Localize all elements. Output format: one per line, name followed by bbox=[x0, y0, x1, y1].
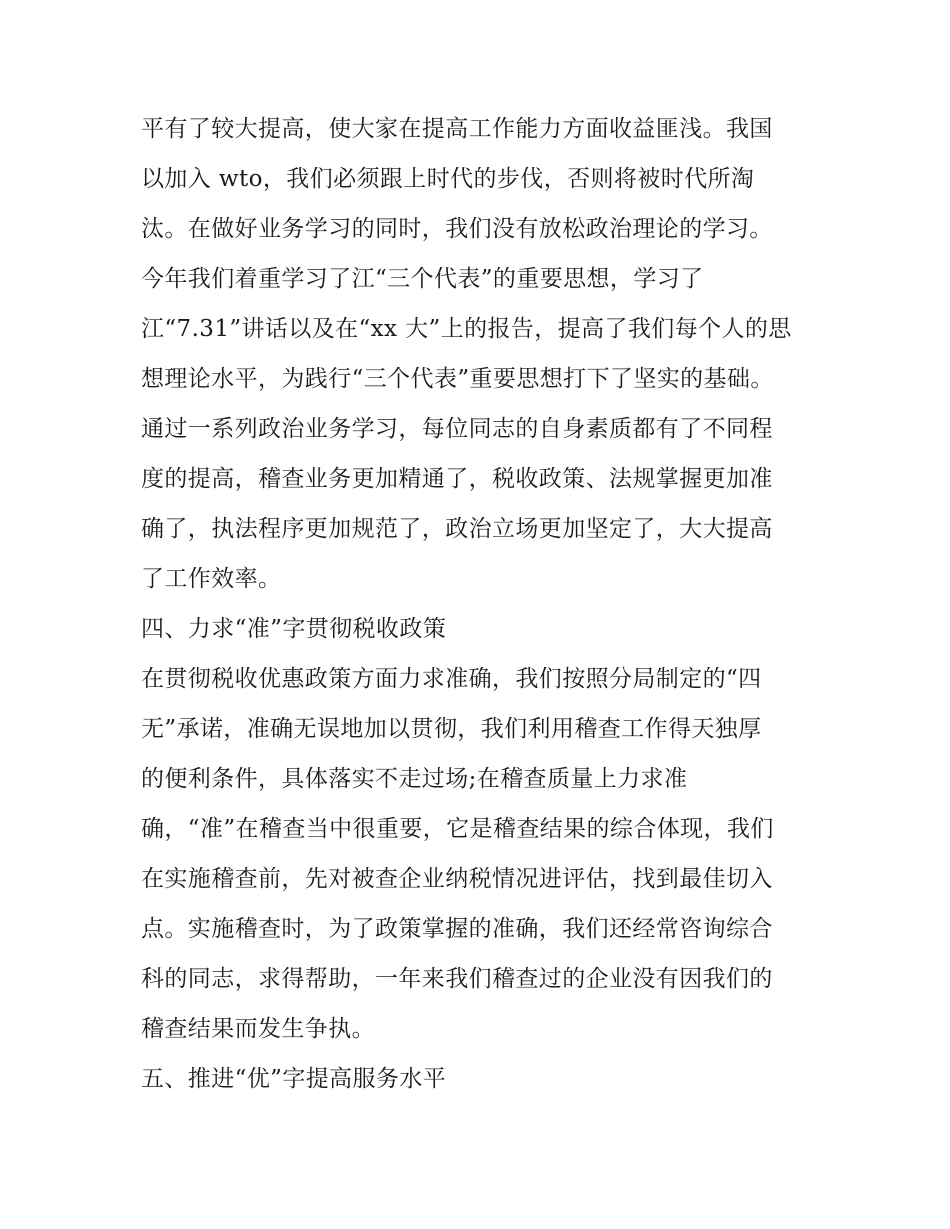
paragraph-line: 想理论水平，为践行“三个代表”重要思想打下了坚实的基础。 bbox=[141, 366, 774, 392]
paragraph-line: 无”承诺，准确无误地加以贯彻，我们利用稽查工作得天独厚 bbox=[141, 716, 762, 742]
paragraph-line: 今年我们着重学习了江“三个代表”的重要思想，学习了 bbox=[141, 266, 704, 292]
paragraph-line: 科的同志，求得帮助，一年来我们稽查过的企业没有因我们的 bbox=[141, 966, 773, 992]
paragraph-line: 汰。在做好业务学习的同时，我们没有放松政治理论的学习。 bbox=[141, 216, 773, 242]
paragraph-line: 确，“准”在稽查当中很重要，它是稽查结果的综合体现，我们 bbox=[141, 816, 774, 842]
paragraph-line: 通过一系列政治业务学习，每位同志的自身素质都有了不同程 bbox=[141, 416, 773, 442]
paragraph-line: 稽查结果而发生争执。 bbox=[141, 1016, 375, 1042]
paragraph-line: 江“7.31”讲话以及在“xx 大”上的报告，提高了我们每个人的思 bbox=[141, 316, 792, 342]
paragraph-line: 点。实施稽查时，为了政策掌握的准确，我们还经常咨询综合 bbox=[141, 916, 773, 942]
paragraph-line: 在贯彻税收优惠政策方面力求准确，我们按照分局制定的“四 bbox=[141, 666, 762, 692]
paragraph-line: 的便利条件，具体落实不走过场;在稽查质量上力求准 bbox=[141, 766, 688, 792]
section-heading: 五、推进“优”字提高服务水平 bbox=[141, 1066, 447, 1092]
section-heading: 四、力求“准”字贯彻税收政策 bbox=[141, 616, 447, 642]
paragraph-line: 确了，执法程序更加规范了，政治立场更加坚定了，大大提高 bbox=[141, 516, 773, 542]
paragraph-line: 度的提高，稽查业务更加精通了，税收政策、法规掌握更加准 bbox=[141, 466, 773, 492]
paragraph-line: 在实施稽查前，先对被查企业纳税情况进评估，找到最佳切入 bbox=[141, 866, 773, 892]
paragraph-line: 了工作效率。 bbox=[141, 566, 282, 592]
paragraph-line: 以加入 wto，我们必须跟上时代的步伐，否则将被时代所淘 bbox=[141, 166, 755, 192]
paragraph-line: 平有了较大提高，使大家在提高工作能力方面收益匪浅。我国 bbox=[141, 116, 773, 142]
document-body bbox=[141, 104, 821, 1104]
